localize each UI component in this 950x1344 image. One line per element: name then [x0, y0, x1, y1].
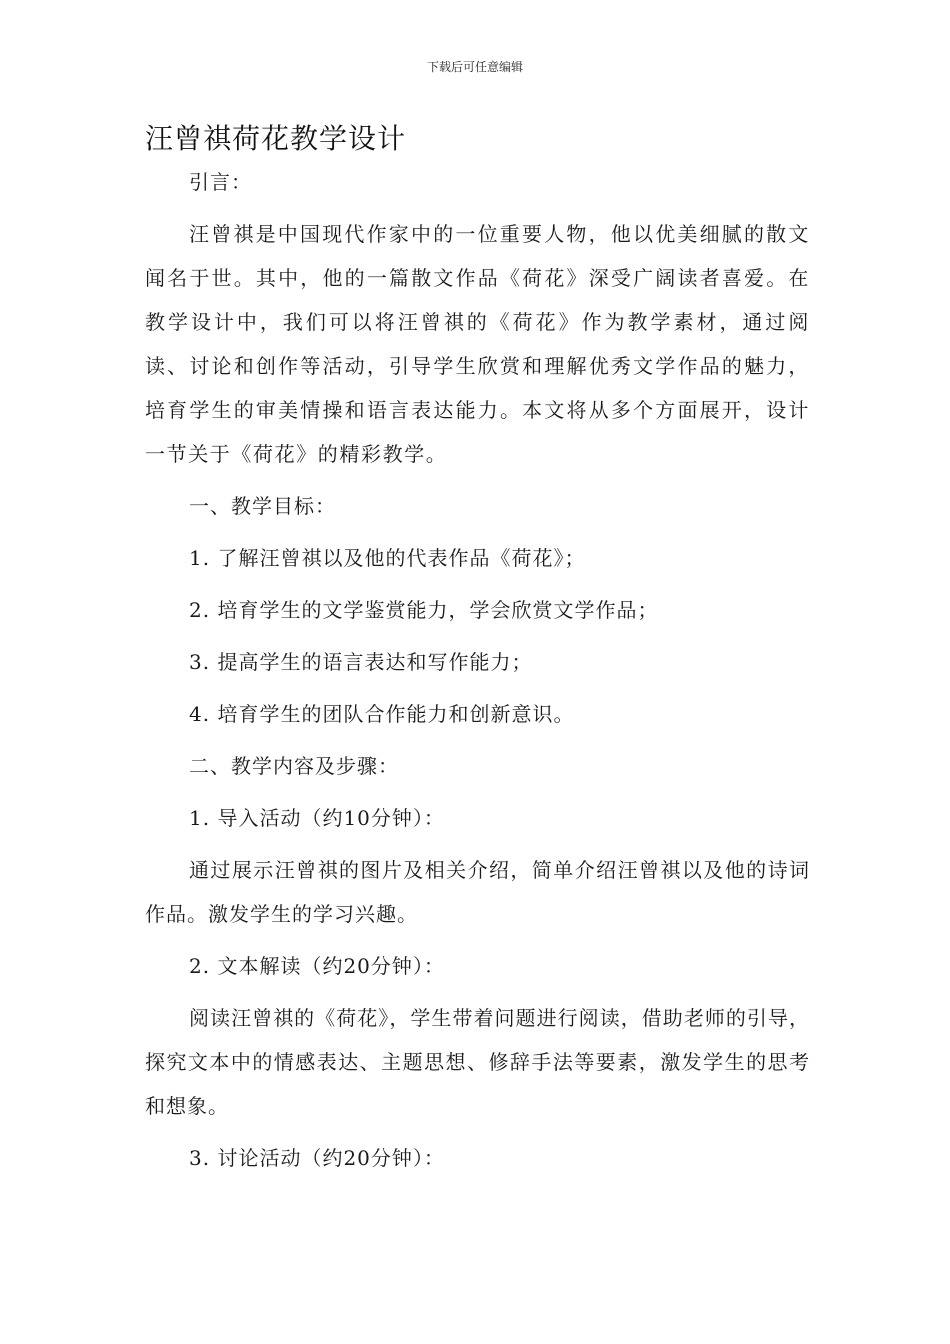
objective-item: 2. 培育学生的文学鉴赏能力，学会欣赏文学作品；	[189, 598, 659, 622]
header-note: 下载后可任意编辑	[426, 60, 523, 74]
document-title: 汪曾祺荷花教学设计	[145, 122, 407, 155]
intro-paragraph: 汪曾祺是中国现代作家中的一位重要人物，他以优美细腻的散文闻名于世。其中，他的一篇散文作品《荷花》深受广阔读者喜爱。在教学设计中，我们可以将汪曾祺的《荷花》作为教学素材，通过阅读、讨论和创作等活动，引导学生欣赏和理解优秀文学作品的魅力，培育学生的审美情操和语言表达能力。本文将从多个方面展开，设计一节关于《荷花》的精彩教学。	[145, 222, 810, 466]
step-title: 3. 讨论活动（约20分钟）：	[189, 1146, 445, 1170]
objective-item: 1. 了解汪曾祺以及他的代表作品《荷花》；	[189, 546, 586, 570]
step-text: 阅读汪曾祺的《荷花》，学生带着问题进行阅读，借助老师的引导，探究文本中的情感表达、主题思想、修辞手法等要素，激发学生的思考和想象。	[145, 1006, 810, 1118]
step-title: 1. 导入活动（约10分钟）：	[189, 806, 445, 830]
section-heading-content: 二、教学内容及步骤：	[189, 754, 399, 778]
intro-label: 引言：	[189, 170, 252, 194]
step-text: 通过展示汪曾祺的图片及相关介绍，简单介绍汪曾祺以及他的诗词作品。激发学生的学习兴趣。	[145, 858, 810, 926]
step-title: 2. 文本解读（约20分钟）：	[189, 954, 445, 978]
objective-item: 3. 提高学生的语言表达和写作能力；	[189, 650, 533, 674]
document-body	[145, 160, 810, 1188]
section-heading-objectives: 一、教学目标：	[189, 494, 336, 518]
objective-item: 4. 培育学生的团队合作能力和创新意识。	[189, 702, 575, 726]
